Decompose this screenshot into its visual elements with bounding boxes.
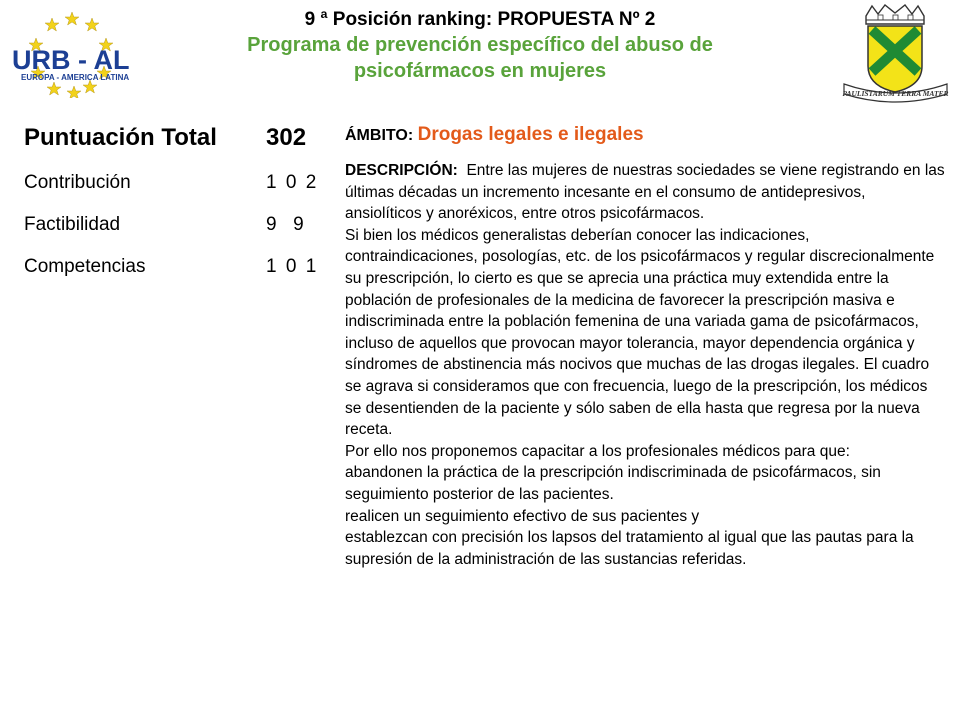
score-value: 9 9 xyxy=(266,214,306,235)
coat-of-arms-logo xyxy=(838,4,953,104)
score-value: 1 0 1 xyxy=(266,256,319,277)
score-label: Contribución xyxy=(24,172,131,193)
star-icon xyxy=(67,86,81,98)
descripcion-block xyxy=(345,160,945,570)
score-label: Factibilidad xyxy=(24,214,121,235)
scores-panel xyxy=(24,124,324,298)
urbal-main-text: URB - AL xyxy=(12,45,130,75)
score-row-factibilidad xyxy=(24,214,324,256)
descripcion-label: DESCRIPCIÓN: xyxy=(345,162,458,179)
header-program-title: Programa de prevención específico del abuso de xyxy=(247,34,713,56)
descripcion-paragraph: Por ello nos proponemos capacitar a los profesionales médicos para que: xyxy=(345,442,850,460)
header xyxy=(200,8,760,84)
score-label: Competencias xyxy=(24,256,146,277)
descripcion-paragraph: Si bien los médicos generalistas deberían conocer las indicaciones, contraindicaciones, posologías, etc. de los psicofármacos y regular discrecionalmente su prescripción, lo cierto es que se aprecia una práctica muy extendida entre la población de profesionales de la medicina de favorecer la prescripción masiva e indiscriminada entre la población femenina de una variada gama de psicofármacos, incluso de aquellos que provocan mayor tolerancia, mayor dependencia orgánica y síndromes de abstinencia más nocivos que muchas de las drogas ilegales. El cuadro se agrava si consideramos que con frecuencia, luego de la prescripción, los médicos se desentienden de la paciente y sólo saben de ella hasta que regresa por la nueva receta. xyxy=(345,226,935,439)
crown-icon xyxy=(866,5,924,24)
score-row-competencias xyxy=(24,256,324,298)
ambito-value: Drogas legales e ilegales xyxy=(417,124,644,145)
ambito-label: ÁMBITO: xyxy=(345,127,414,144)
score-row-total xyxy=(24,124,324,172)
star-icon xyxy=(47,82,61,95)
score-value: 1 0 2 xyxy=(266,172,319,193)
urbal-sub-text: EUROPA - AMERICA LATINA xyxy=(21,73,130,82)
descripcion-paragraph: establezcan con precisión los lapsos del tratamiento al igual que las pautas para la supresión de la administración de las sustancias referidas. xyxy=(345,529,914,568)
score-value: 302 xyxy=(266,124,307,151)
ambito-line xyxy=(345,124,945,146)
star-icon xyxy=(45,18,59,31)
score-label: Puntuación Total xyxy=(24,124,217,151)
score-row-contribucion xyxy=(24,172,324,214)
descripcion-paragraph xyxy=(345,160,945,225)
header-ranking: 9 ª Posición ranking: PROPUESTA Nº 2 xyxy=(304,9,656,30)
descripcion-text: Entre las mujeres de nuestras sociedades se viene registrando en las últimas décadas un incremento incesante en el consumo de antidepresivos, ansiolíticos y anoréxicos, entre otros psicofármacos. xyxy=(345,162,945,223)
coat-of-arms-graphic xyxy=(838,4,953,104)
shield-icon xyxy=(868,26,922,92)
descripcion-paragraph: realicen un seguimiento efectivo de sus pacientes y xyxy=(345,507,700,525)
descripcion-paragraph: abandonen la práctica de la prescripción indiscriminada de psicofármacos, sin seguimiento posterior de las pacientes. xyxy=(345,464,881,503)
star-icon xyxy=(65,12,79,25)
motto-text: PAULISTARUM TERRA MATER xyxy=(842,89,949,98)
urbal-logo-graphic xyxy=(8,8,158,98)
proposal-content xyxy=(345,124,945,570)
star-icon xyxy=(85,18,99,31)
urbal-logo xyxy=(8,8,158,98)
header-program-title-cont: psicofármacos en mujeres xyxy=(353,60,607,82)
